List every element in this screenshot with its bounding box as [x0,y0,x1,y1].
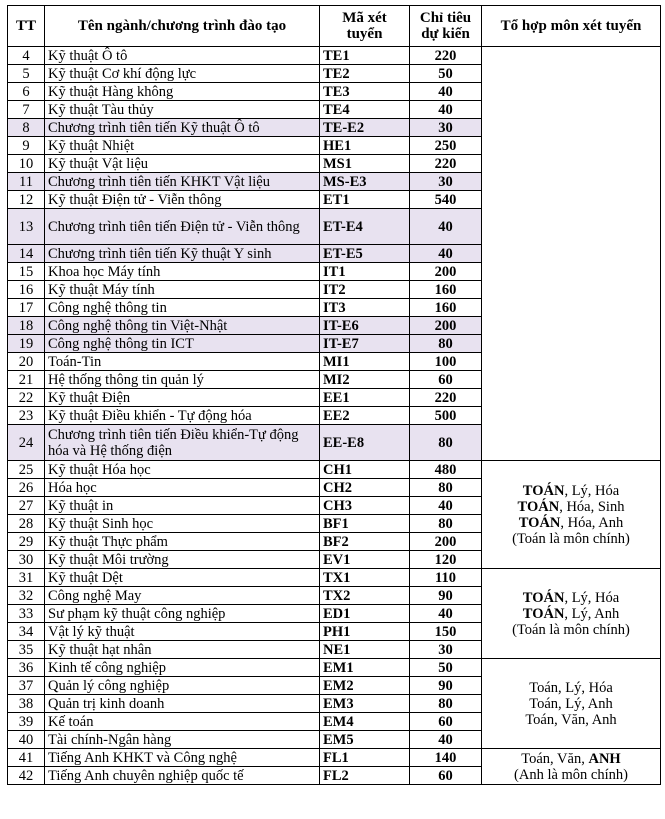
admission-code: TE-E2 [320,119,410,137]
row-number: 37 [8,677,45,695]
row-number: 16 [8,281,45,299]
program-name: Chương trình tiên tiến Kỹ thuật Ô tô [45,119,320,137]
quota-value: 40 [410,245,482,263]
admission-code: EE2 [320,407,410,425]
quota-value: 30 [410,173,482,191]
admission-code: ET1 [320,191,410,209]
header-subject-combination: Tổ hợp môn xét tuyển [482,6,661,47]
quota-value: 250 [410,137,482,155]
quota-value: 200 [410,263,482,281]
program-name: Tài chính-Ngân hàng [45,731,320,749]
quota-value: 60 [410,713,482,731]
combination-line: Toán, Lý, Hóa [529,679,613,696]
program-name: Sư phạm kỹ thuật công nghiệp [45,605,320,623]
other-subjects: , Lý, Anh [564,605,620,622]
admission-code: MI2 [320,371,410,389]
program-name: Kỹ thuật Dệt [45,569,320,587]
table-row [8,659,661,677]
admission-code: IT1 [320,263,410,281]
program-name: Kỹ thuật Sinh học [45,515,320,533]
row-number: 15 [8,263,45,281]
admission-code: CH1 [320,461,410,479]
header-admission-code: Mã xét tuyển [320,6,410,47]
row-number: 35 [8,641,45,659]
table-row [8,47,661,65]
combination-line [485,751,657,767]
row-number: 4 [8,47,45,65]
program-name: Kỹ thuật Nhiệt [45,137,320,155]
program-name: Chương trình tiên tiến Kỹ thuật Y sinh [45,245,320,263]
admission-code: BF2 [320,533,410,551]
row-number: 20 [8,353,45,371]
quota-value: 220 [410,389,482,407]
quota-value: 80 [410,515,482,533]
row-number: 29 [8,533,45,551]
admission-code: IT-E6 [320,317,410,335]
program-name: Kỹ thuật Ô tô [45,47,320,65]
row-number: 18 [8,317,45,335]
admission-code: EM3 [320,695,410,713]
row-number: 36 [8,659,45,677]
main-subject: TOÁN [517,498,560,515]
header-tt: TT [8,6,45,47]
admission-code: ED1 [320,605,410,623]
admission-code: EM5 [320,731,410,749]
quota-value: 80 [410,425,482,461]
main-subject-note: (Toán là môn chính) [512,530,630,547]
other-subjects: , Hóa, Anh [560,514,624,531]
main-subject: TOÁN [522,589,565,606]
main-subject: ANH [588,750,621,767]
quota-value: 80 [410,335,482,353]
program-name: Tiếng Anh KHKT và Công nghệ [45,749,320,767]
header-row [8,6,661,47]
admission-code: TX1 [320,569,410,587]
quota-value: 500 [410,407,482,425]
combination-line [485,590,657,606]
program-name: Kỹ thuật Vật liệu [45,155,320,173]
admission-code: EM4 [320,713,410,731]
quota-value: 540 [410,191,482,209]
row-number: 42 [8,767,45,785]
row-number: 6 [8,83,45,101]
admission-code: EM1 [320,659,410,677]
quota-value: 60 [410,767,482,785]
main-subject: TOÁN [522,482,565,499]
admission-code: EE-E8 [320,425,410,461]
quota-value: 160 [410,299,482,317]
program-name: Kỹ thuật Hóa học [45,461,320,479]
row-number: 41 [8,749,45,767]
row-number: 33 [8,605,45,623]
program-name: Kỹ thuật Cơ khí động lực [45,65,320,83]
combination-line [485,606,657,622]
admission-code: BF1 [320,515,410,533]
program-name: Hóa học [45,479,320,497]
main-subject: TOÁN [522,605,565,622]
header-program-name: Tên ngành/chương trình đào tạo [45,6,320,47]
row-number: 30 [8,551,45,569]
admission-code: FL1 [320,749,410,767]
quota-value: 120 [410,551,482,569]
row-number: 25 [8,461,45,479]
admission-code: HE1 [320,137,410,155]
subject-combination-cell [482,461,661,569]
row-number: 11 [8,173,45,191]
admission-code: CH2 [320,479,410,497]
program-name: Chương trình tiên tiến Điều khiển-Tự động hóa và Hệ thống điện [45,425,320,461]
program-name: Kỹ thuật hạt nhân [45,641,320,659]
program-name: Kỹ thuật Thực phẩm [45,533,320,551]
quota-value: 40 [410,605,482,623]
quota-value: 150 [410,623,482,641]
quota-value: 80 [410,479,482,497]
table-body [8,47,661,785]
admission-code: TE3 [320,83,410,101]
quota-value: 160 [410,281,482,299]
admission-code: TE4 [320,101,410,119]
quota-value: 110 [410,569,482,587]
program-name: Công nghệ thông tin ICT [45,335,320,353]
quota-value: 480 [410,461,482,479]
row-number: 34 [8,623,45,641]
admission-code: IT3 [320,299,410,317]
admission-code: EV1 [320,551,410,569]
row-number: 12 [8,191,45,209]
program-name: Kỹ thuật Tàu thủy [45,101,320,119]
program-name: Công nghệ thông tin [45,299,320,317]
admission-code: EE1 [320,389,410,407]
row-number: 40 [8,731,45,749]
quota-value: 200 [410,533,482,551]
row-number: 24 [8,425,45,461]
admission-code: EM2 [320,677,410,695]
other-subjects: Toán, Văn, [521,750,589,767]
quota-value: 60 [410,371,482,389]
program-name: Kỹ thuật Điện [45,389,320,407]
admission-code: ET-E5 [320,245,410,263]
table-row [8,749,661,767]
row-number: 28 [8,515,45,533]
program-name: Công nghệ thông tin Việt-Nhật [45,317,320,335]
row-number: 13 [8,209,45,245]
quota-value: 40 [410,497,482,515]
row-number: 17 [8,299,45,317]
quota-value: 80 [410,695,482,713]
program-name: Kỹ thuật Điện tử - Viễn thông [45,191,320,209]
other-subjects: , Lý, Hóa [564,589,620,606]
row-number: 9 [8,137,45,155]
row-number: 14 [8,245,45,263]
program-name: Chương trình tiên tiến KHKT Vật liệu [45,173,320,191]
quota-value: 200 [410,317,482,335]
admission-code: IT2 [320,281,410,299]
quota-value: 140 [410,749,482,767]
admission-code: MS1 [320,155,410,173]
row-number: 10 [8,155,45,173]
row-number: 22 [8,389,45,407]
row-number: 27 [8,497,45,515]
admission-code: ET-E4 [320,209,410,245]
admission-code: FL2 [320,767,410,785]
combination-line [485,515,657,531]
admission-code: TE2 [320,65,410,83]
quota-value: 220 [410,47,482,65]
program-name: Kinh tế công nghiệp [45,659,320,677]
quota-value: 50 [410,659,482,677]
admission-code: NE1 [320,641,410,659]
quota-value: 30 [410,641,482,659]
table-row [8,461,661,479]
other-subjects: , Lý, Hóa [564,482,620,499]
admission-code: MS-E3 [320,173,410,191]
quota-value: 40 [410,83,482,101]
subject-combination-cell [482,659,661,749]
program-name: Tiếng Anh chuyên nghiệp quốc tế [45,767,320,785]
program-name: Kỹ thuật in [45,497,320,515]
combination-line [485,499,657,515]
quota-value: 40 [410,101,482,119]
program-name: Quản trị kinh doanh [45,695,320,713]
subject-combination-cell [482,569,661,659]
main-subject-note: (Anh là môn chính) [514,766,628,783]
row-number: 7 [8,101,45,119]
admissions-table [7,5,661,785]
other-subjects: , Hóa, Sinh [559,498,625,515]
table-row [8,569,661,587]
quota-value: 90 [410,587,482,605]
admission-code: TE1 [320,47,410,65]
header-quota: Chỉ tiêu dự kiến [410,6,482,47]
row-number: 31 [8,569,45,587]
main-subject-note: (Toán là môn chính) [512,621,630,638]
quota-value: 220 [410,155,482,173]
program-name: Vật lý kỹ thuật [45,623,320,641]
main-subject: TOÁN [518,514,561,531]
combination-line: Toán, Văn, Anh [525,711,617,728]
subject-combination-cell [482,749,661,785]
row-number: 21 [8,371,45,389]
admission-code: MI1 [320,353,410,371]
row-number: 23 [8,407,45,425]
row-number: 19 [8,335,45,353]
program-name: Khoa học Máy tính [45,263,320,281]
program-name: Kế toán [45,713,320,731]
combination-line [485,483,657,499]
program-name: Kỹ thuật Máy tính [45,281,320,299]
admission-code: TX2 [320,587,410,605]
row-number: 5 [8,65,45,83]
quota-value: 50 [410,65,482,83]
program-name: Kỹ thuật Điều khiển - Tự động hóa [45,407,320,425]
admission-code: CH3 [320,497,410,515]
quota-value: 30 [410,119,482,137]
row-number: 39 [8,713,45,731]
combination-line: Toán, Lý, Anh [529,695,613,712]
quota-value: 90 [410,677,482,695]
row-number: 38 [8,695,45,713]
admission-code: PH1 [320,623,410,641]
quota-value: 40 [410,209,482,245]
quota-value: 100 [410,353,482,371]
row-number: 32 [8,587,45,605]
program-name: Quản lý công nghiệp [45,677,320,695]
program-name: Kỹ thuật Hàng không [45,83,320,101]
program-name: Công nghệ May [45,587,320,605]
program-name: Hệ thống thông tin quản lý [45,371,320,389]
row-number: 8 [8,119,45,137]
subject-combination-cell [482,47,661,461]
row-number: 26 [8,479,45,497]
quota-value: 40 [410,731,482,749]
admission-code: IT-E7 [320,335,410,353]
program-name: Chương trình tiên tiến Điện tử - Viễn thông [45,209,320,245]
program-name: Toán-Tin [45,353,320,371]
program-name: Kỹ thuật Môi trường [45,551,320,569]
